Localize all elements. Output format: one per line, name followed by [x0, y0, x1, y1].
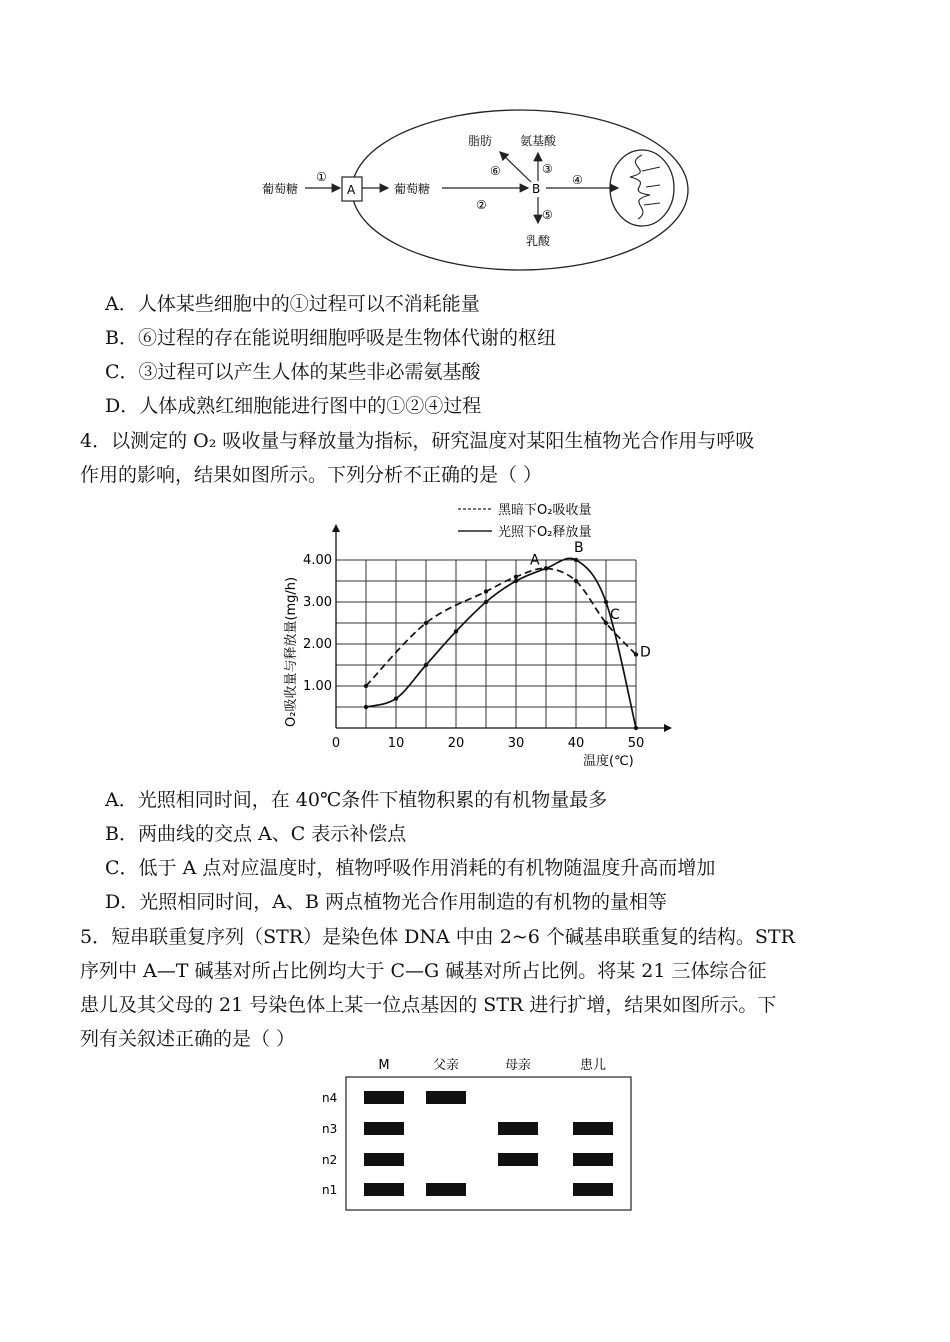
x-tick-label: 20 — [447, 736, 465, 751]
q4-stem-line1: 4．以测定的 O₂ 吸收量与释放量为指标，研究温度对某阳生植物光合作用与呼吸 — [80, 430, 755, 452]
data-point — [634, 726, 638, 730]
glucose-outside-label: 葡萄糖 — [262, 182, 299, 196]
q4-option-b: B．两曲线的交点 A、C 表示补偿点 — [105, 823, 407, 845]
gel-lane-label: 患儿 — [579, 1058, 607, 1073]
gel-row-label: n4 — [322, 1091, 338, 1105]
q5-stem-line4: 列有关叙述正确的是（ ） — [80, 1028, 296, 1050]
gel-band — [426, 1183, 466, 1196]
data-point — [394, 696, 398, 700]
gel-lane-label: 父亲 — [432, 1058, 460, 1073]
x-axis-label: 温度(℃) — [583, 754, 634, 769]
data-point — [514, 579, 518, 583]
y-axis-label: O₂吸收量与释放量(mg/h) — [284, 576, 299, 727]
lactic-acid-label: 乳酸 — [526, 234, 551, 248]
data-point — [544, 566, 548, 570]
node-b: B — [532, 182, 541, 196]
q3-option-b: B．⑥过程的存在能说明细胞呼吸是生物体代谢的枢纽 — [105, 327, 556, 349]
x-tick-label: 30 — [507, 736, 525, 751]
gel-row-label: n3 — [322, 1122, 338, 1136]
step-2: ② — [476, 198, 487, 212]
x-axis-arrow — [664, 724, 672, 732]
glucose-inside-label: 葡萄糖 — [394, 182, 431, 196]
gel-band — [364, 1153, 404, 1166]
q3-option-c: C．③过程可以产生人体的某些非必需氨基酸 — [105, 361, 481, 383]
step-6: ⑥ — [490, 164, 501, 178]
o2-temperature-chart — [270, 495, 690, 775]
gel-band — [364, 1091, 404, 1104]
x-tick-label: 40 — [567, 736, 585, 751]
point-label-d: D — [640, 644, 651, 661]
y-tick-label: 3.00 — [303, 595, 332, 610]
y-axis-arrow — [332, 524, 340, 532]
point-label-c: C — [610, 607, 620, 623]
q3-option-d: D．人体成熟红细胞能进行图中的①②④过程 — [105, 395, 482, 417]
gel-lane-label: M — [378, 1058, 390, 1073]
series-dark-uptake-line — [366, 568, 636, 686]
gel-band — [573, 1122, 613, 1135]
gel-band — [364, 1183, 404, 1196]
step-5: ⑤ — [542, 208, 553, 222]
gel-band — [498, 1122, 538, 1135]
gel-band — [364, 1122, 404, 1135]
gel-band — [573, 1183, 613, 1196]
data-point — [454, 629, 458, 633]
point-label-b: B — [574, 540, 584, 556]
data-point — [574, 579, 578, 583]
data-point — [424, 663, 428, 667]
step-1: ① — [316, 170, 327, 184]
step-4: ④ — [572, 173, 583, 187]
step-3: ③ — [542, 162, 553, 176]
fat-label: 脂肪 — [468, 134, 493, 148]
data-point — [634, 652, 638, 656]
metabolism-diagram — [250, 105, 700, 275]
legend-dark: 黑暗下O₂吸收量 — [498, 503, 592, 518]
str-gel-figure — [318, 1052, 638, 1217]
mitochondrion-icon — [610, 150, 674, 226]
gel-band — [426, 1091, 466, 1104]
gel-lane-label: 母亲 — [504, 1058, 532, 1073]
q5-stem-line1: 5．短串联重复序列（STR）是染色体 DNA 中由 2~6 个碱基串联重复的结构。STR — [80, 926, 795, 948]
data-point — [604, 600, 608, 604]
y-tick-label: 1.00 — [303, 679, 332, 694]
x-tick-label: 10 — [387, 736, 405, 751]
gel-band — [573, 1153, 613, 1166]
box-a-label: A — [347, 183, 356, 197]
amino-acid-label: 氨基酸 — [520, 134, 557, 148]
data-point — [484, 589, 488, 593]
data-point — [604, 621, 608, 625]
q4-option-a: A．光照相同时间，在 40℃条件下植物积累的有机物量最多 — [105, 789, 608, 811]
gel-row-label: n1 — [322, 1183, 338, 1197]
x-tick-label: 0 — [331, 736, 341, 751]
data-point — [574, 558, 578, 562]
q4-stem-line2: 作用的影响，结果如图所示。下列分析不正确的是（ ） — [80, 464, 543, 486]
data-point — [514, 575, 518, 579]
q5-stem-line3: 患儿及其父母的 21 号染色体上某一位点基因的 STR 进行扩增，结果如图所示。下 — [80, 994, 777, 1016]
q3-option-a: A．人体某些细胞中的①过程可以不消耗能量 — [105, 293, 480, 315]
y-tick-label: 2.00 — [303, 637, 332, 652]
q4-option-d: D．光照相同时间，A、B 两点植物光合作用制造的有机物的量相等 — [105, 891, 667, 913]
data-point — [364, 705, 368, 709]
data-point — [424, 621, 428, 625]
q5-stem-line2: 序列中 A—T 碱基对所占比例均大于 C—G 碱基对所占比例。将某 21 三体综合征 — [80, 960, 767, 982]
gel-row-label: n2 — [322, 1153, 338, 1167]
q4-option-c: C．低于 A 点对应温度时，植物呼吸作用消耗的有机物随温度升高而增加 — [105, 857, 716, 879]
gel-band — [498, 1153, 538, 1166]
y-tick-label: 4.00 — [303, 553, 332, 568]
data-point — [484, 600, 488, 604]
x-tick-label: 50 — [627, 736, 645, 751]
data-point — [364, 684, 368, 688]
legend-light: 光照下O₂释放量 — [498, 525, 592, 540]
point-label-a: A — [530, 552, 540, 569]
chart-legend — [458, 502, 591, 540]
